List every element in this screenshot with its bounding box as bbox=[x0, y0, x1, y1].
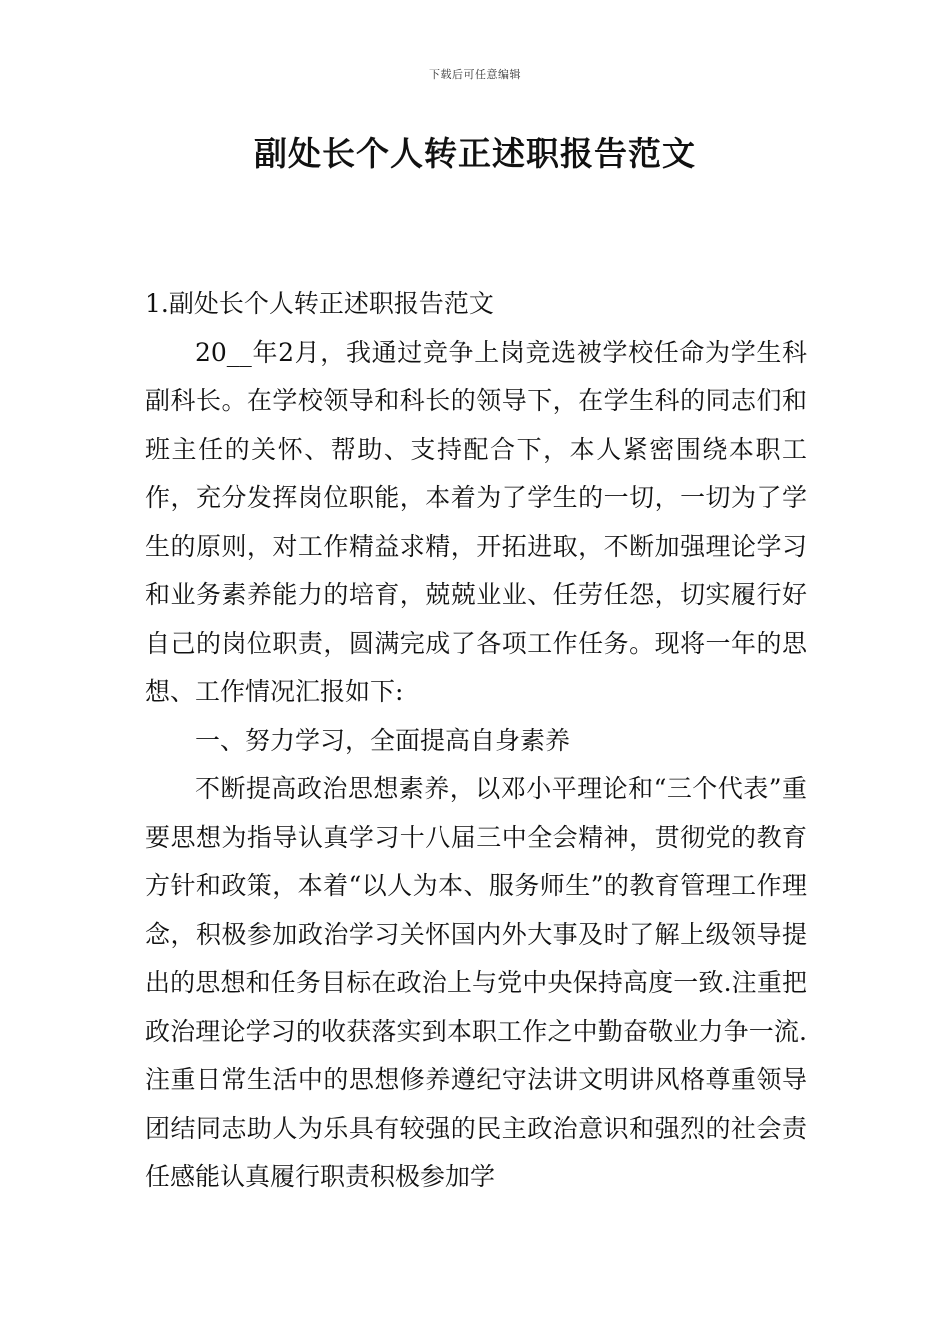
section-subheading: 1.副处长个人转正述职报告范文 bbox=[145, 289, 494, 318]
document-body bbox=[145, 280, 807, 1202]
header-note: 下载后可任意编辑 bbox=[429, 68, 521, 81]
document-title: 副处长个人转正述职报告范文 bbox=[254, 134, 696, 173]
paragraph-study: 不断提高政治思想素养，以邓小平理论和“三个代表”重要思想为指导认真学习十八届三中全会精神，贯彻党的教育方针和政策，本着“以人为本、服务师生”的教育管理工作理念，积极参加政治学习关怀国内外大事及时了解上级领导提出的思想和任务目标在政治上与党中央保持高度一致.注重把政治理论学习的收获落实到本职工作之中勤奋敬业力争一流.注重日常生活中的思想修养遵纪守法讲文明讲风格尊重领导团结同志助人为乐具有较强的民主政治意识和强烈的社会责任感能认真履行职责积极参加学 bbox=[145, 774, 807, 1191]
paragraph-section-heading: 一、努力学习，全面提高自身素养 bbox=[195, 725, 571, 755]
paragraph-intro: 20__年2月，我通过竞争上岗竞选被学校任命为学生科副科长。在学校领导和科长的领导下，在学生科的同志们和班主任的关怀、帮助、支持配合下，本人紧密围绕本职工作，充分发挥岗位职能，本着为了学生的一切，一切为了学生的原则，对工作精益求精，开拓进取，不断加强理论学习和业务素养能力的培育，兢兢业业、任劳任怨，切实履行好自己的岗位职责，圆满完成了各项工作任务。现将一年的思想、工作情况汇报如下: bbox=[145, 337, 807, 706]
